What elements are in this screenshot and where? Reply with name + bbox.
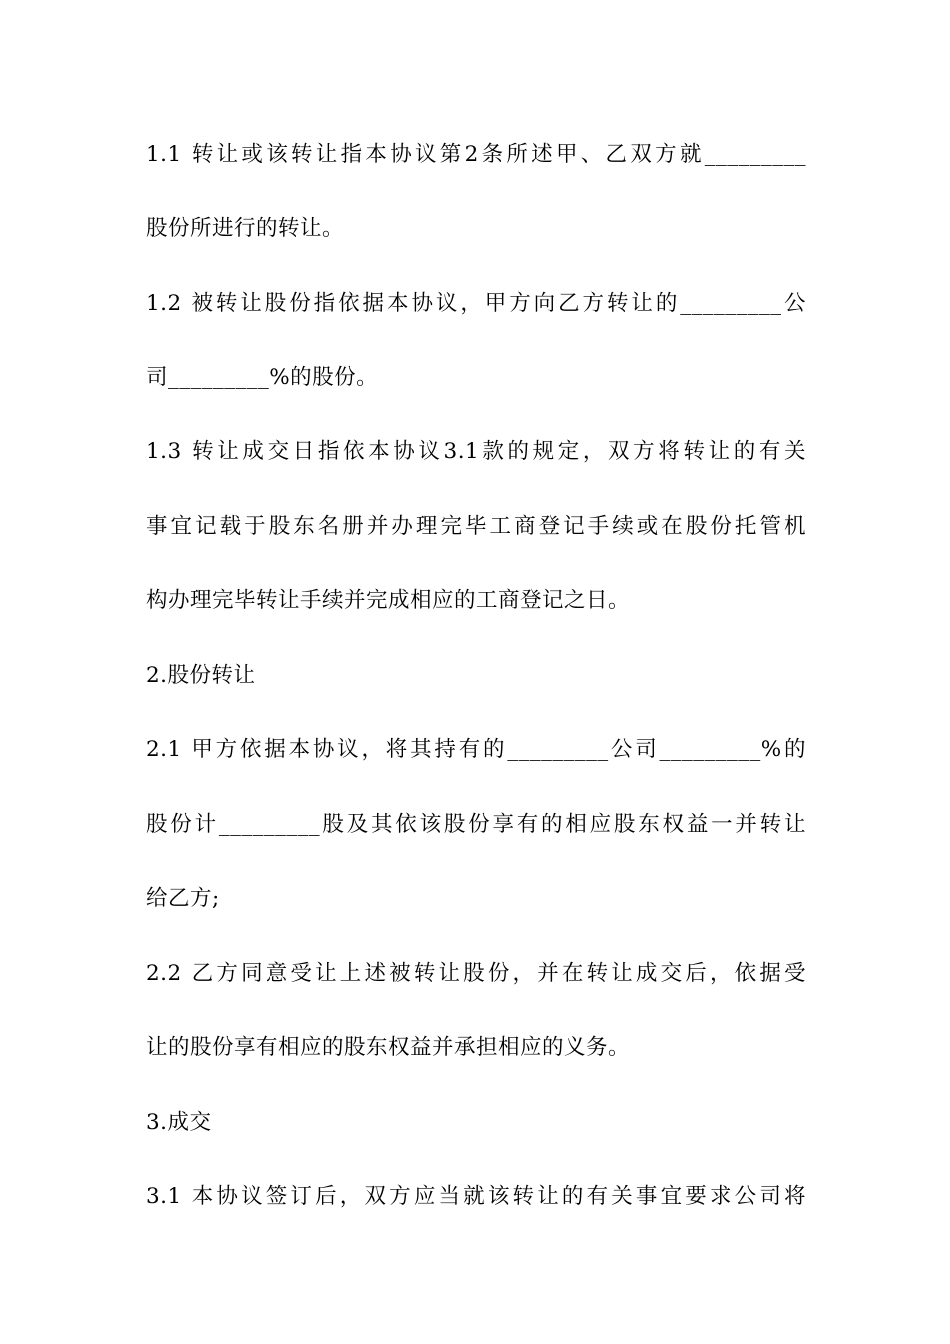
clause-2-1-line-1: 2.1 甲方依据本协议，将其持有的_________公司_________%的 [146, 737, 806, 762]
clause-2-1-line-2: 股份计_________股及其依该股份享有的相应股东权益一并转让 [146, 812, 806, 837]
clause-2-2-line-2: 让的股份享有相应的股东权益并承担相应的义务。 [146, 1035, 631, 1060]
clause-1-3-line-3: 构办理完毕转让手续并完成相应的工商登记之日。 [146, 588, 631, 613]
clause-1-2-line-1: 1.2 被转让股份指依据本协议，甲方向乙方转让的_________公 [146, 291, 806, 316]
clause-2-2-line-1: 2.2 乙方同意受让上述被转让股份，并在转让成交后，依据受 [146, 961, 806, 986]
section-3-heading: 3.成交 [146, 1110, 212, 1135]
clause-1-1-line-2: 股份所进行的转让。 [146, 216, 345, 241]
clause-1-1-line-1: 1.1 转让或该转让指本协议第2条所述甲、乙双方就_________ [146, 142, 806, 167]
clause-3-1-line-1: 3.1 本协议签订后，双方应当就该转让的有关事宜要求公司将 [146, 1184, 806, 1209]
section-2-heading: 2.股份转让 [146, 663, 256, 688]
clause-1-3-line-2: 事宜记载于股东名册并办理完毕工商登记手续或在股份托管机 [146, 514, 806, 539]
clause-2-1-line-3: 给乙方; [146, 886, 220, 911]
clause-1-3-line-1: 1.3 转让成交日指依本协议3.1款的规定，双方将转让的有关 [146, 439, 806, 464]
clause-1-2-line-2: 司_________%的股份。 [146, 365, 379, 390]
